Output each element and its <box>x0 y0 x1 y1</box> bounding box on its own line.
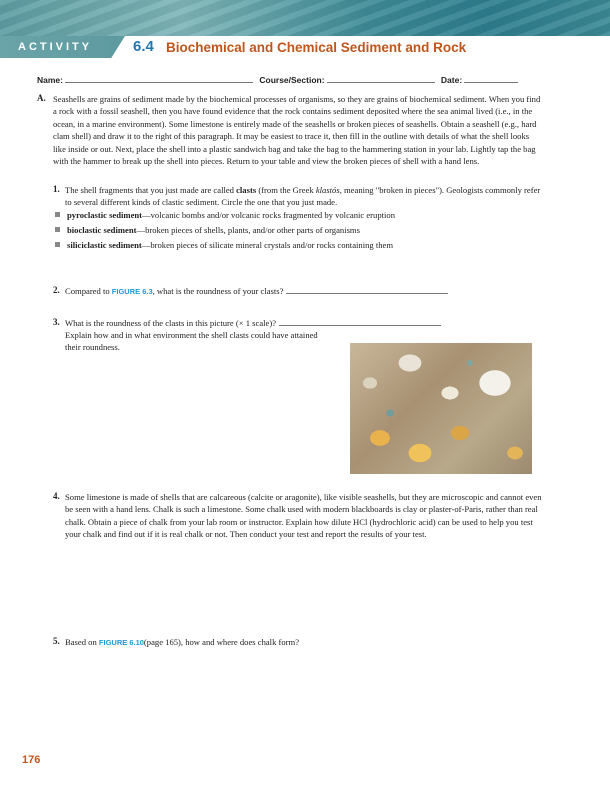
date-label: Date: <box>440 75 463 85</box>
option-siliciclastic[interactable] <box>55 240 393 250</box>
q4-number: 4. <box>53 491 60 501</box>
student-fields <box>37 73 577 85</box>
figure-6-10-link[interactable]: FIGURE 6.10 <box>98 638 144 647</box>
q5-post: (page 165), how and where does chalk form? <box>143 637 300 647</box>
name-label: Name: <box>37 75 63 85</box>
q2-number: 2. <box>53 285 60 295</box>
option-desc: —volcanic bombs and/or volcanic rocks fragmented by volcanic eruption <box>142 210 395 220</box>
option-term: bioclastic sediment <box>67 225 137 235</box>
page-title: Biochemical and Chemical Sediment and Rock <box>166 40 467 55</box>
section-a-label: A. <box>37 93 46 103</box>
section-a-text: Seashells are grains of sediment made by the biochemical processes of organisms, so they are grains of biochemical sediment. When you find a rock with a fossil seashell, then you have found evidence that the rock contains sediment deposited where the sea animal lived (i.e., in the ocean, in a marine environment). Some limestone is entirely made of the seashells or broken pieces of seashells. Obtain a seashell (e.g., hard clam shell) and draw it to the right of this paragraph. It may be easiest to trace it, then fill in the outline with details of what the shell looks like inside or out. Next, place the shell into a plastic sandwich bag and take the bag to the hammering station in your lab. Lightly tap the bag with the hammer to break up the shell into pieces. Return to your table and view the broken pieces of shell with a hand lens. <box>53 94 541 167</box>
option-pyroclastic[interactable] <box>55 210 395 220</box>
date-field[interactable] <box>464 73 518 83</box>
q2-post: , what is the roundness of your clasts? <box>152 286 284 296</box>
course-field[interactable] <box>327 73 435 83</box>
header-banner <box>0 0 610 36</box>
bullet-icon <box>55 242 60 247</box>
q1-pre: The shell fragments that you just made are called <box>65 185 237 195</box>
seashell-photo <box>350 343 532 474</box>
q1-post: , meaning "broken in pieces"). Geologists commonly refer to several different kinds of clastic sediment. Circle the one that you just made. <box>65 185 541 208</box>
q1-text <box>65 184 545 209</box>
q1-term: clasts <box>236 185 257 195</box>
option-desc: —broken pieces of shells, plants, and/or other parts of organisms <box>136 225 360 235</box>
option-desc: —broken pieces of silicate mineral crystals and/or rocks containing them <box>141 240 394 250</box>
q5-pre: Based on <box>65 637 99 647</box>
q1-mid: (from the Greek <box>256 185 316 195</box>
q5-text <box>65 636 545 649</box>
q2-pre: Compared to <box>65 286 112 296</box>
bullet-icon <box>55 212 60 217</box>
q3-answer-line[interactable] <box>279 317 441 326</box>
q3-line2: Explain how and in what environment the shell clasts could have attained their roundness. <box>65 330 318 353</box>
page-number: 176 <box>22 754 41 766</box>
q1-number: 1. <box>53 184 60 194</box>
course-label: Course/Section: <box>259 75 325 85</box>
option-bioclastic[interactable] <box>55 225 360 235</box>
q3-question: What is the roundness of the clasts in this picture (× 1 scale)? <box>65 318 277 328</box>
option-term: pyroclastic sediment <box>67 210 143 220</box>
q2-text <box>65 285 545 298</box>
q5-number: 5. <box>53 636 60 646</box>
q2-answer-line[interactable] <box>286 285 448 294</box>
bullet-icon <box>55 227 60 232</box>
figure-6-3-link[interactable]: FIGURE 6.3 <box>111 287 153 296</box>
name-field[interactable] <box>65 73 253 83</box>
activity-label: ACTIVITY <box>18 41 93 53</box>
q3-line1 <box>65 317 545 329</box>
q3-number: 3. <box>53 317 60 327</box>
q4-text: Some limestone is made of shells that are calcareous (calcite or aragonite), like visible seashells, but they are microscopic and cannot even be seen with a hand lens. Chalk is such a limestone. Some chalk used with modern blackboards is clay or plaster-of-Paris, rather than real chalk. Obtain a piece of chalk from your lab room or instructor. Explain how dilute HCl (hydrochloric acid) can be used to help you test your chalk and find out if it is real chalk or not. Then conduct your test and report the results of your test. <box>65 492 542 540</box>
option-term: siliciclastic sediment <box>67 240 142 250</box>
q1-greek: klastós <box>315 185 340 195</box>
activity-number: 6.4 <box>133 38 154 55</box>
